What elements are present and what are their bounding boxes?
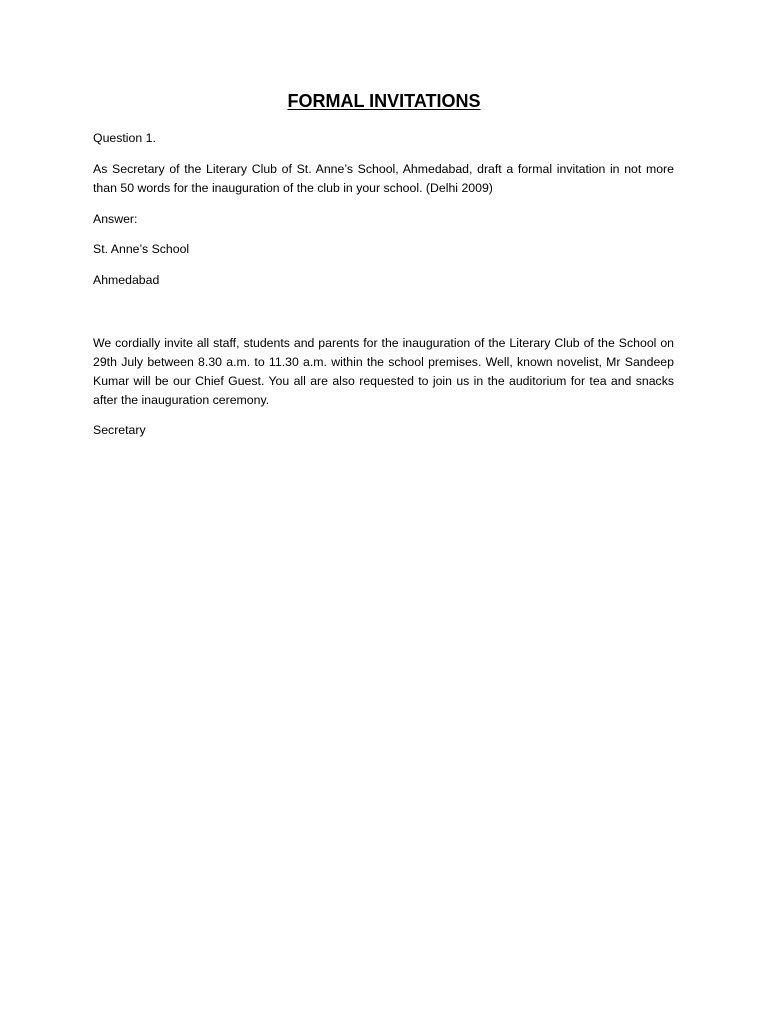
page-title: FORMAL INVITATIONS bbox=[287, 91, 481, 111]
sender-school: St. Anne’s School bbox=[93, 242, 190, 256]
signoff: Secretary bbox=[93, 423, 146, 437]
question-label: Question 1. bbox=[93, 131, 156, 145]
question-text: As Secretary of the Literary Club of St. Anne’s School, Ahmedabad, draft a formal invitation in not more than 50 words for the inauguration of the club in your school. (Delhi 2009) bbox=[93, 162, 674, 195]
invitation-body: We cordially invite all staff, students and parents for the inauguration of the Literary Club of the School on 29th July between 8.30 a.m. to 11.30 a.m. within the school premises. Well, known novelist, Mr Sandeep Kumar will be our Chief Guest. You all are also requested to join us in the auditorium for tea and snacks after the inauguration ceremony. bbox=[93, 336, 674, 407]
sender-city: Ahmedabad bbox=[93, 273, 160, 287]
answer-label: Answer: bbox=[93, 212, 138, 226]
